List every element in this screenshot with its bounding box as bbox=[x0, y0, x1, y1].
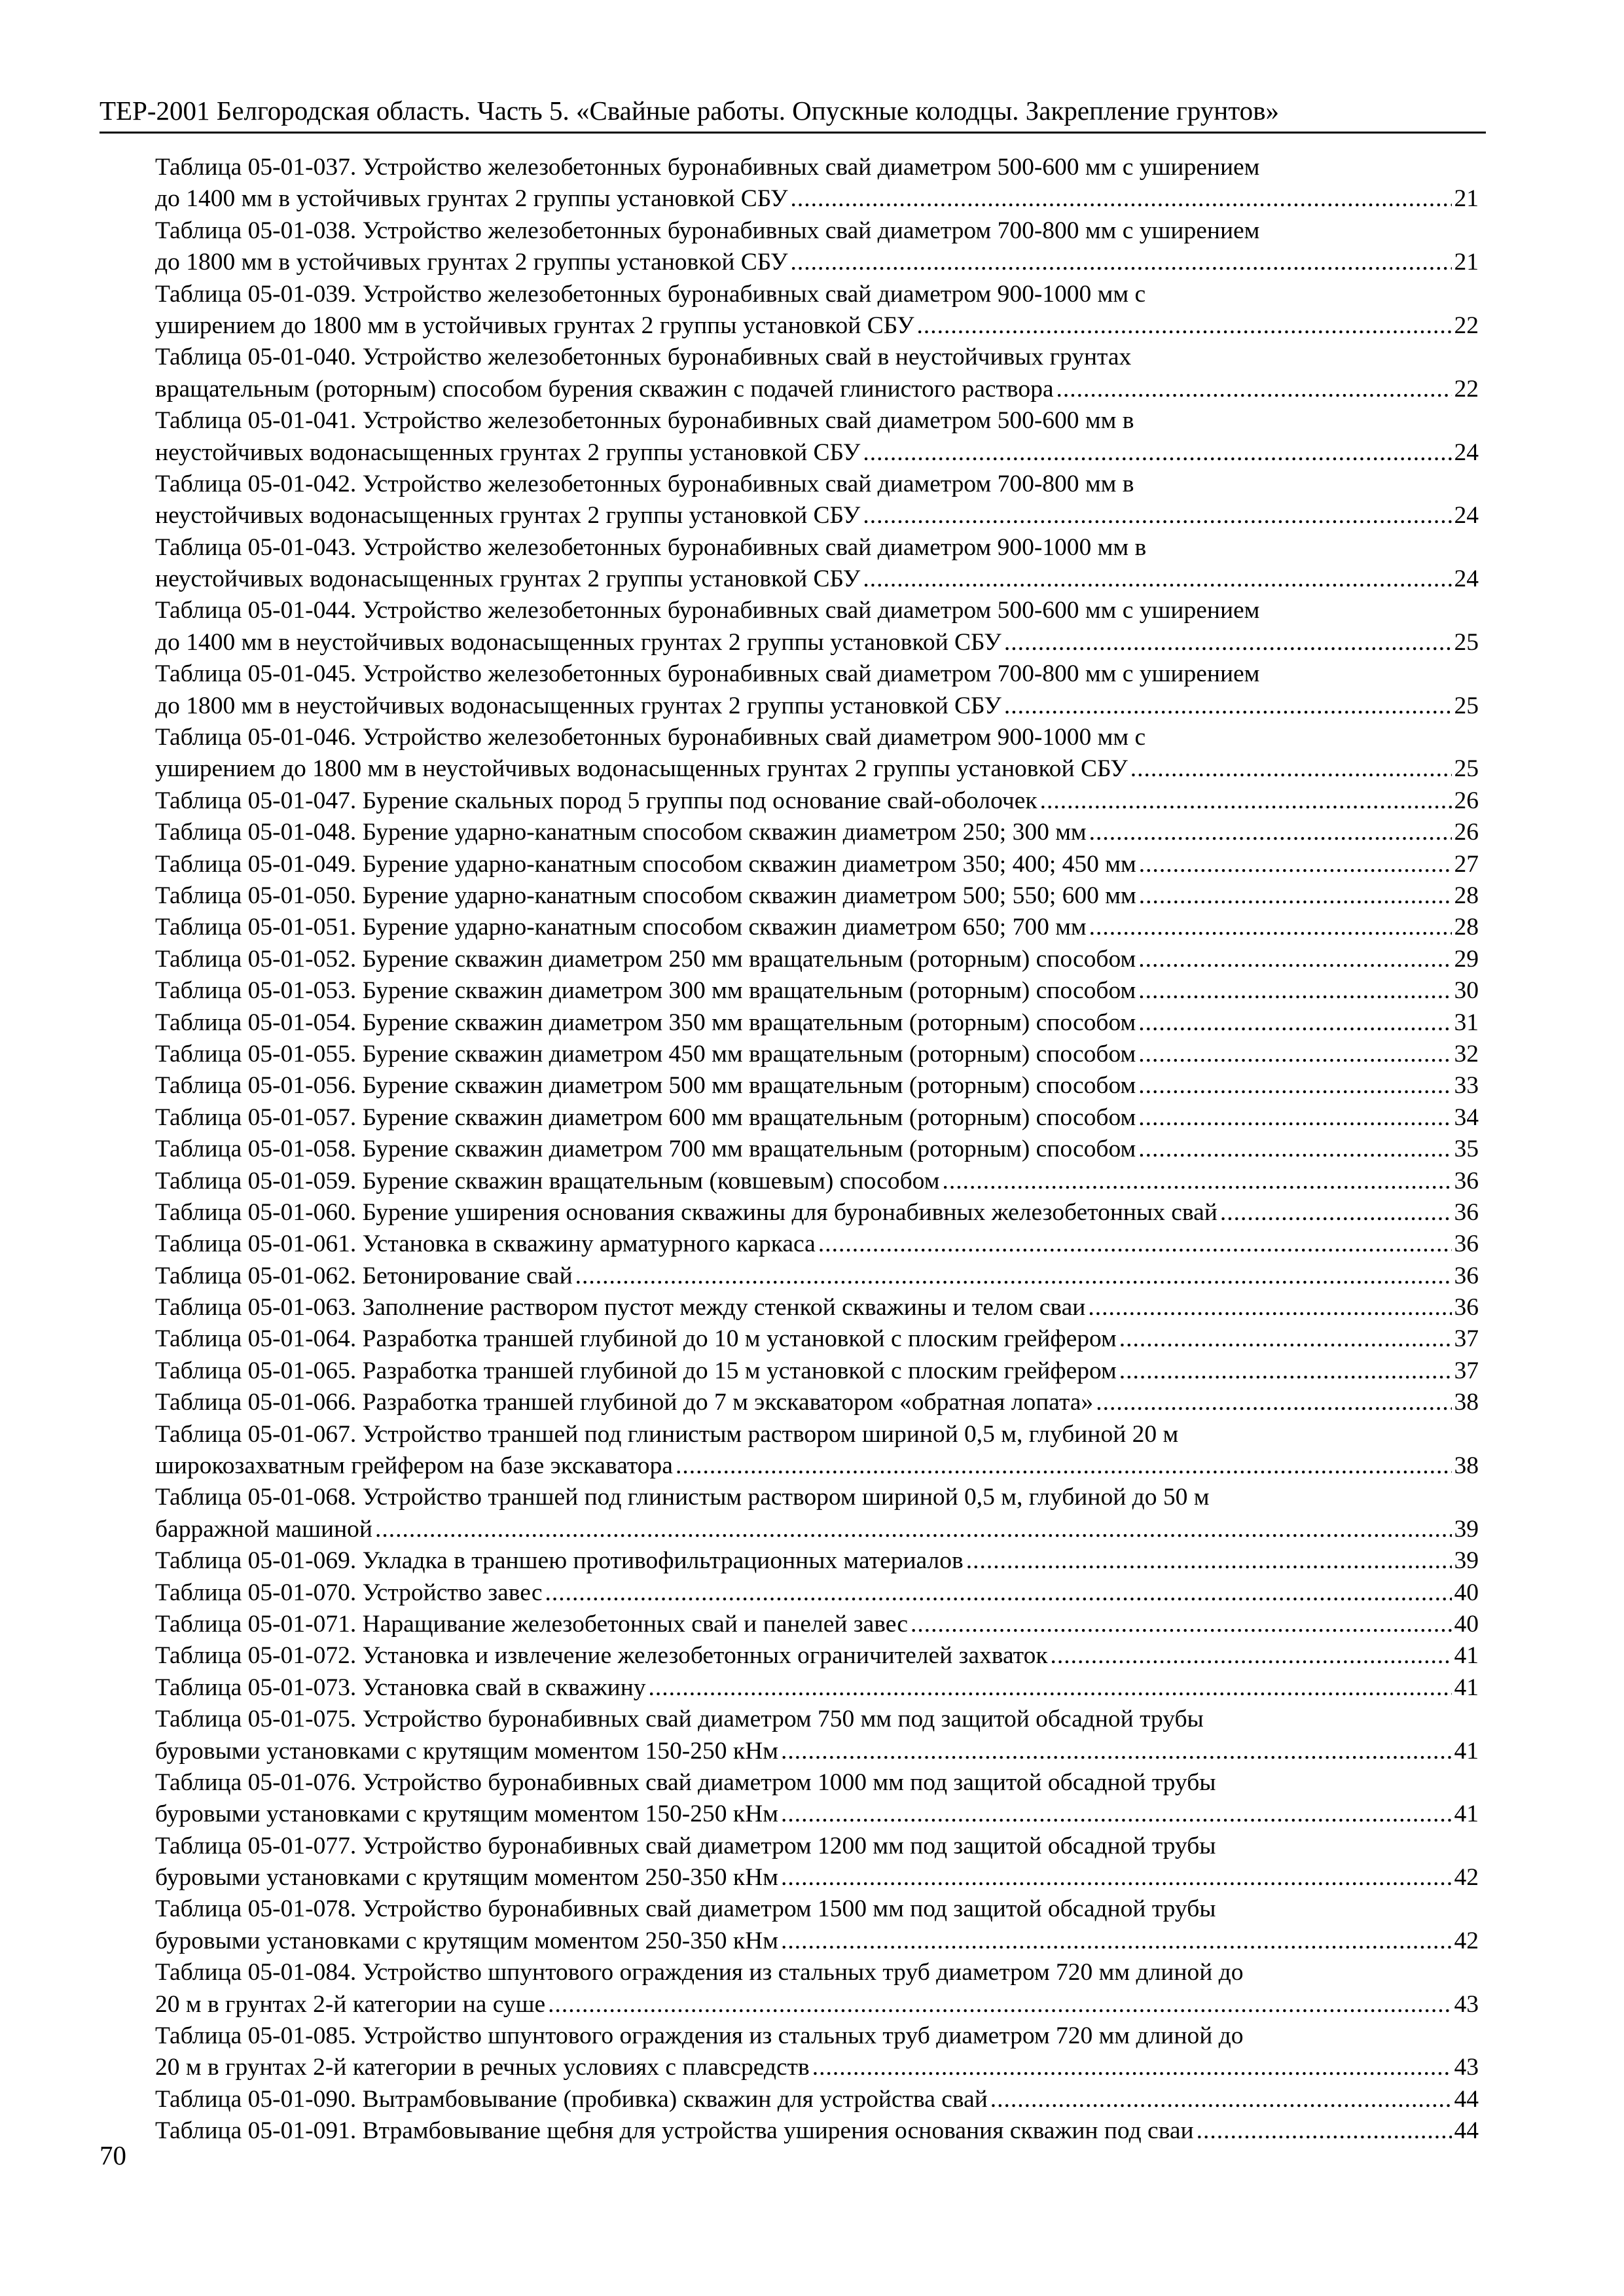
toc-entry-last-line bbox=[155, 849, 1479, 880]
dot-leader bbox=[791, 183, 1452, 215]
toc-entry[interactable] bbox=[155, 1355, 1479, 1387]
toc-entry-last-line bbox=[155, 785, 1479, 817]
toc-entry-text: Таблица 05-01-091. Втрамбовывание щебня для устройства уширения основания скважин под сваи bbox=[155, 2117, 1194, 2145]
toc-entry[interactable] bbox=[155, 1323, 1479, 1355]
toc-entry-last-line bbox=[155, 1134, 1479, 1165]
toc-entry-text: неустойчивых водонасыщенных грунтах 2 группы установкой СБУ bbox=[155, 439, 861, 466]
toc-entry-text: Таблица 05-01-065. Разработка траншей глубиной до 15 м установкой с плоским грейфером bbox=[155, 1357, 1117, 1384]
toc-entry-text: Таблица 05-01-057. Бурение скважин диаметром 600 мм вращательным (роторным) способом bbox=[155, 1103, 1136, 1131]
toc-entry[interactable] bbox=[155, 469, 1479, 532]
toc-entry[interactable] bbox=[155, 1070, 1479, 1102]
toc-entry-last-line bbox=[155, 1577, 1479, 1609]
toc-entry-text: Таблица 05-01-069. Укладка в траншею противофильтрационных материалов bbox=[155, 1547, 964, 1575]
toc-page-number: 36 bbox=[1454, 1198, 1479, 1226]
dot-leader bbox=[575, 1261, 1452, 1292]
toc-entry-line: Таблица 05-01-042. Устройство железобетонных буронабивных свай диаметром 700-800 мм в bbox=[155, 470, 1134, 497]
dot-leader bbox=[1096, 1387, 1451, 1418]
dot-leader bbox=[917, 310, 1452, 342]
toc-entry-text: 20 м в грунтах 2-й категории в речных условиях с плавсредств bbox=[155, 2054, 810, 2081]
toc-entry-text: до 1400 мм в устойчивых грунтах 2 группы установкой СБУ bbox=[155, 185, 788, 213]
dot-leader bbox=[863, 437, 1451, 469]
toc-entry-text: Таблица 05-01-058. Бурение скважин диаметром 700 мм вращательным (роторным) способом bbox=[155, 1136, 1136, 1163]
toc-entry-text: Таблица 05-01-051. Бурение ударно-канатным способом скважин диаметром 650; 700 мм bbox=[155, 914, 1087, 941]
toc-page-number: 41 bbox=[1454, 1737, 1479, 1765]
toc-entry[interactable] bbox=[155, 1672, 1479, 1704]
toc-entry[interactable] bbox=[155, 1957, 1479, 2020]
dot-leader bbox=[676, 1450, 1452, 1482]
toc-entry-last-line bbox=[155, 691, 1479, 722]
toc-entry-text: Таблица 05-01-056. Бурение скважин диаметром 500 мм вращательным (роторным) способом bbox=[155, 1072, 1136, 1100]
toc-page-number: 26 bbox=[1454, 819, 1479, 846]
toc-entry-text: Таблица 05-01-063. Заполнение раствором пустот между стенкой скважины и телом сваи bbox=[155, 1294, 1086, 1321]
toc-entry-last-line bbox=[155, 1387, 1479, 1418]
toc-entry[interactable] bbox=[155, 975, 1479, 1007]
dot-leader bbox=[942, 1166, 1451, 1197]
toc-entry-text: неустойчивых водонасыщенных грунтах 2 группы установкой СБУ bbox=[155, 565, 861, 593]
toc-entry-last-line bbox=[155, 1261, 1479, 1292]
toc-page-number: 27 bbox=[1454, 850, 1479, 878]
toc-entry[interactable] bbox=[155, 1102, 1479, 1134]
toc-page-number: 25 bbox=[1454, 755, 1479, 783]
toc-page-number: 40 bbox=[1454, 1610, 1479, 1638]
dot-leader bbox=[1138, 975, 1451, 1007]
toc-entry-last-line bbox=[155, 944, 1479, 975]
dot-leader bbox=[1088, 1292, 1451, 1323]
toc-entry-last-line bbox=[155, 975, 1479, 1007]
toc-entry-last-line bbox=[155, 1292, 1479, 1323]
toc-entry[interactable] bbox=[155, 880, 1479, 912]
dot-leader bbox=[1089, 912, 1452, 943]
toc-entry[interactable] bbox=[155, 1419, 1479, 1482]
dot-leader bbox=[1138, 944, 1451, 975]
toc-entry[interactable] bbox=[155, 1007, 1479, 1039]
toc-entry-last-line bbox=[155, 817, 1479, 848]
toc-entry-last-line bbox=[155, 1989, 1479, 2020]
toc-entry-last-line bbox=[155, 1007, 1479, 1039]
toc-entry[interactable] bbox=[155, 595, 1479, 658]
toc-entry-last-line bbox=[155, 1070, 1479, 1102]
toc-entry-text: Таблица 05-01-070. Устройство завес bbox=[155, 1579, 543, 1606]
toc-entry-line: Таблица 05-01-037. Устройство железобетонных буронабивных свай диаметром 500-600 мм с уширением bbox=[155, 154, 1260, 181]
dot-leader bbox=[1056, 374, 1452, 405]
toc-entry[interactable] bbox=[155, 279, 1479, 342]
toc-entry-last-line bbox=[155, 1799, 1479, 1830]
toc-entry[interactable] bbox=[155, 1229, 1479, 1260]
toc-entry-last-line bbox=[155, 1862, 1479, 1893]
toc-page-number: 25 bbox=[1454, 692, 1479, 719]
toc-entry-last-line bbox=[155, 564, 1479, 595]
toc-entry-line: Таблица 05-01-041. Устройство железобетонных буронабивных свай диаметром 500-600 мм в bbox=[155, 407, 1134, 435]
toc-entry-line: Таблица 05-01-078. Устройство буронабивных свай диаметром 1500 мм под защитой обсадной трубы bbox=[155, 1895, 1216, 1923]
toc-entry-line: Таблица 05-01-039. Устройство железобетонных буронабивных свай диаметром 900-1000 мм с bbox=[155, 280, 1146, 308]
toc-entry[interactable] bbox=[155, 215, 1479, 279]
toc-entry-last-line bbox=[155, 753, 1479, 785]
toc-page-number: 24 bbox=[1454, 565, 1479, 593]
toc-entry-line: Таблица 05-01-067. Устройство траншей под глинистым раствором шириной 0,5 м, глубиной 20 м bbox=[155, 1420, 1179, 1448]
toc-entry[interactable] bbox=[155, 1609, 1479, 1640]
toc-entry-last-line bbox=[155, 912, 1479, 943]
toc-entry-line: Таблица 05-01-085. Устройство шпунтового ограждения из стальных труб диаметром 720 мм длиной до bbox=[155, 2022, 1244, 2050]
toc-page-number: 42 bbox=[1454, 1864, 1479, 1892]
dot-leader bbox=[1138, 1102, 1451, 1134]
toc-entry-line: Таблица 05-01-044. Устройство железобетонных буронабивных свай диаметром 500-600 мм с уширением bbox=[155, 597, 1260, 624]
toc-entry-last-line bbox=[155, 374, 1479, 405]
toc-entry-text: Таблица 05-01-053. Бурение скважин диаметром 300 мм вращательным (роторным) способом bbox=[155, 977, 1136, 1005]
toc-entry-text: Таблица 05-01-052. Бурение скважин диаметром 250 мм вращательным (роторным) способом bbox=[155, 945, 1136, 973]
toc-entry-line: Таблица 05-01-075. Устройство буронабивных свай диаметром 750 мм под защитой обсадной трубы bbox=[155, 1706, 1204, 1733]
dot-leader bbox=[781, 1799, 1452, 1830]
dot-leader bbox=[1130, 753, 1452, 785]
toc-page-number: 30 bbox=[1454, 977, 1479, 1005]
dot-leader bbox=[781, 1926, 1452, 1957]
header-rule bbox=[99, 132, 1486, 134]
toc-page-number: 44 bbox=[1454, 2117, 1479, 2145]
dot-leader bbox=[1004, 627, 1452, 658]
dot-leader bbox=[1139, 880, 1452, 912]
running-header: ТЕР-2001 Белгородская область. Часть 5. «Свайные работы. Опускные колодцы. Закрепление грунтов» bbox=[99, 96, 1279, 126]
toc-page-number: 21 bbox=[1454, 249, 1479, 276]
toc-entry[interactable] bbox=[155, 817, 1479, 848]
dot-leader bbox=[375, 1514, 1452, 1545]
dot-leader bbox=[812, 2052, 1452, 2083]
toc-entry[interactable] bbox=[155, 2084, 1479, 2115]
toc-entry-line: Таблица 05-01-068. Устройство траншей под глинистым раствором шириной 0,5 м, глубиной до 50 м bbox=[155, 1484, 1210, 1511]
toc-entry-text: неустойчивых водонасыщенных грунтах 2 группы установкой СБУ bbox=[155, 502, 861, 529]
toc-entry[interactable] bbox=[155, 1704, 1479, 1767]
toc-entry-last-line bbox=[155, 1545, 1479, 1577]
toc-entry-text: вращательным (роторным) способом бурения скважин с подачей глинистого раствора bbox=[155, 375, 1054, 403]
toc-page-number: 32 bbox=[1454, 1040, 1479, 1067]
toc-page-number: 44 bbox=[1454, 2085, 1479, 2113]
toc-entry-last-line bbox=[155, 1166, 1479, 1197]
toc-entry-text: барражной машиной bbox=[155, 1515, 372, 1543]
toc-page-number: 41 bbox=[1454, 1642, 1479, 1670]
dot-leader bbox=[966, 1545, 1452, 1577]
toc-entry[interactable] bbox=[155, 944, 1479, 975]
toc-entry-last-line bbox=[155, 2052, 1479, 2083]
toc-entry[interactable] bbox=[155, 912, 1479, 943]
dot-leader bbox=[1004, 691, 1452, 722]
toc-entry-line: Таблица 05-01-043. Устройство железобетонных буронабивных свай диаметром 900-1000 мм в bbox=[155, 533, 1147, 561]
toc-entry-line: Таблица 05-01-077. Устройство буронабивных свай диаметром 1200 мм под защитой обсадной трубы bbox=[155, 1832, 1216, 1859]
dot-leader bbox=[1138, 1007, 1451, 1039]
toc-entry-line: Таблица 05-01-038. Устройство железобетонных буронабивных свай диаметром 700-800 мм с уширением bbox=[155, 217, 1260, 244]
toc-entry[interactable] bbox=[155, 1261, 1479, 1292]
toc-entry[interactable] bbox=[155, 1545, 1479, 1577]
toc-page-number: 33 bbox=[1454, 1072, 1479, 1100]
dot-leader bbox=[781, 1862, 1452, 1893]
toc-page-number: 36 bbox=[1454, 1262, 1479, 1289]
toc-entry-last-line bbox=[155, 1609, 1479, 1640]
toc-entry[interactable] bbox=[155, 1292, 1479, 1323]
dot-leader bbox=[818, 1229, 1452, 1260]
dot-leader bbox=[545, 1577, 1452, 1609]
toc-entry[interactable] bbox=[155, 1166, 1479, 1197]
toc-page-number: 22 bbox=[1454, 312, 1479, 339]
toc-entry-text: Таблица 05-01-049. Бурение ударно-канатным способом скважин диаметром 350; 400; 450 мм bbox=[155, 850, 1136, 878]
toc-page-number: 29 bbox=[1454, 945, 1479, 973]
toc-entry-line: Таблица 05-01-046. Устройство железобетонных буронабивных свай диаметром 900-1000 мм с bbox=[155, 724, 1146, 751]
toc-entry-text: Таблица 05-01-055. Бурение скважин диаметром 450 мм вращательным (роторным) способом bbox=[155, 1040, 1136, 1067]
dot-leader bbox=[1139, 849, 1452, 880]
toc-page-number: 26 bbox=[1454, 787, 1479, 814]
dot-leader bbox=[649, 1672, 1452, 1704]
toc-entry[interactable] bbox=[155, 405, 1479, 469]
dot-leader bbox=[1089, 817, 1452, 848]
toc-entry-text: уширением до 1800 мм в устойчивых грунтах 2 группы установкой СБУ bbox=[155, 312, 914, 339]
toc-page-number: 41 bbox=[1454, 1674, 1479, 1701]
toc-page-number: 36 bbox=[1454, 1167, 1479, 1194]
toc-entry-text: Таблица 05-01-059. Бурение скважин вращательным (ковшевым) способом bbox=[155, 1167, 940, 1194]
toc-entry-text: Таблица 05-01-073. Установка свай в скважину bbox=[155, 1674, 646, 1701]
toc-entry-text: Таблица 05-01-072. Установка и извлечение железобетонных ограничителей захваток bbox=[155, 1642, 1048, 1670]
toc-entry[interactable] bbox=[155, 1577, 1479, 1609]
toc-page-number: 22 bbox=[1454, 375, 1479, 403]
toc-entry[interactable] bbox=[155, 2115, 1479, 2147]
toc-page-number: 38 bbox=[1454, 1389, 1479, 1416]
toc-entry[interactable] bbox=[155, 152, 1479, 215]
toc-entry[interactable] bbox=[155, 1039, 1479, 1070]
toc-page-number: 43 bbox=[1454, 2054, 1479, 2081]
toc-entry[interactable] bbox=[155, 1197, 1479, 1229]
toc-page-number: 28 bbox=[1454, 914, 1479, 941]
toc-page-number: 31 bbox=[1454, 1009, 1479, 1036]
toc-entry-text: до 1800 мм в устойчивых грунтах 2 группы установкой СБУ bbox=[155, 249, 788, 276]
toc-entry-last-line bbox=[155, 1229, 1479, 1260]
toc-entry-last-line bbox=[155, 880, 1479, 912]
toc-entry-line: Таблица 05-01-045. Устройство железобетонных буронабивных свай диаметром 700-800 мм с уширением bbox=[155, 660, 1260, 688]
toc-page-number: 41 bbox=[1454, 1801, 1479, 1828]
toc-entry[interactable] bbox=[155, 658, 1479, 722]
dot-leader bbox=[1119, 1355, 1452, 1387]
toc-entry[interactable] bbox=[155, 342, 1479, 405]
toc-entry-text: Таблица 05-01-054. Бурение скважин диаметром 350 мм вращательным (роторным) способом bbox=[155, 1009, 1136, 1036]
toc-page-number: 39 bbox=[1454, 1547, 1479, 1575]
toc-entry-last-line bbox=[155, 1039, 1479, 1070]
toc-entry-line: Таблица 05-01-084. Устройство шпунтового ограждения из стальных труб диаметром 720 мм длиной до bbox=[155, 1959, 1244, 1986]
dot-leader bbox=[548, 1989, 1451, 2020]
toc-entry-last-line bbox=[155, 1102, 1479, 1134]
toc-page-number: 25 bbox=[1454, 628, 1479, 656]
toc-entry-last-line bbox=[155, 627, 1479, 658]
toc-entry[interactable] bbox=[155, 722, 1479, 785]
toc-entry-text: буровыми установками с крутящим моментом 150-250 кНм bbox=[155, 1737, 778, 1765]
toc-entry-last-line bbox=[155, 247, 1479, 278]
dot-leader bbox=[863, 564, 1451, 595]
toc-entry[interactable] bbox=[155, 1134, 1479, 1165]
toc-entry-last-line bbox=[155, 1640, 1479, 1672]
toc-entry[interactable] bbox=[155, 2020, 1479, 2084]
dot-leader bbox=[1119, 1323, 1452, 1355]
toc-page-number: 40 bbox=[1454, 1579, 1479, 1606]
toc-entry[interactable] bbox=[155, 1767, 1479, 1831]
toc-entry[interactable] bbox=[155, 1387, 1479, 1418]
toc-entry-last-line bbox=[155, 1450, 1479, 1482]
toc-page-number: 21 bbox=[1454, 185, 1479, 213]
dot-leader bbox=[1220, 1197, 1452, 1229]
toc-entry-text: буровыми установками с крутящим моментом 250-350 кНм bbox=[155, 1864, 778, 1892]
toc-entry-last-line bbox=[155, 183, 1479, 215]
toc-page-number: 34 bbox=[1454, 1103, 1479, 1131]
page-number: 70 bbox=[99, 2140, 126, 2170]
dot-leader bbox=[1040, 785, 1452, 817]
toc-page-number: 37 bbox=[1454, 1325, 1479, 1353]
toc-page-number: 42 bbox=[1454, 1927, 1479, 1954]
toc-entry-text: буровыми установками с крутящим моментом 250-350 кНм bbox=[155, 1927, 778, 1954]
toc-entry-last-line bbox=[155, 2115, 1479, 2147]
toc-entry-text: буровыми установками с крутящим моментом 150-250 кНм bbox=[155, 1801, 778, 1828]
toc-entry-text: Таблица 05-01-066. Разработка траншей глубиной до 7 м экскаватором «обратная лопата» bbox=[155, 1389, 1094, 1416]
table-of-contents bbox=[155, 152, 1479, 2147]
toc-entry-last-line bbox=[155, 2084, 1479, 2115]
toc-entry[interactable] bbox=[155, 1640, 1479, 1672]
toc-entry-text: Таблица 05-01-071. Наращивание железобетонных свай и панелей завес bbox=[155, 1610, 909, 1638]
toc-entry-line: Таблица 05-01-040. Устройство железобетонных буронабивных свай в неустойчивых грунтах bbox=[155, 344, 1132, 371]
toc-entry[interactable] bbox=[155, 532, 1479, 596]
toc-entry-last-line bbox=[155, 1926, 1479, 1957]
toc-entry-text: Таблица 05-01-048. Бурение ударно-канатным способом скважин диаметром 250; 300 мм bbox=[155, 819, 1087, 846]
dot-leader bbox=[791, 247, 1452, 278]
dot-leader bbox=[781, 1736, 1452, 1767]
toc-entry-text: Таблица 05-01-047. Бурение скальных пород 5 группы под основание свай-оболочек bbox=[155, 787, 1038, 814]
dot-leader bbox=[1138, 1070, 1451, 1102]
toc-page-number: 37 bbox=[1454, 1357, 1479, 1384]
toc-entry-line: Таблица 05-01-076. Устройство буронабивных свай диаметром 1000 мм под защитой обсадной трубы bbox=[155, 1768, 1216, 1796]
dot-leader bbox=[1197, 2115, 1452, 2147]
toc-entry-last-line bbox=[155, 500, 1479, 531]
dot-leader bbox=[1138, 1039, 1451, 1070]
dot-leader bbox=[990, 2084, 1452, 2115]
toc-entry-text: Таблица 05-01-064. Разработка траншей глубиной до 10 м установкой с плоским грейфером bbox=[155, 1325, 1117, 1353]
toc-page-number: 39 bbox=[1454, 1515, 1479, 1543]
toc-entry-text: до 1400 мм в неустойчивых водонасыщенных грунтах 2 группы установкой СБУ bbox=[155, 628, 1001, 656]
toc-entry-text: Таблица 05-01-060. Бурение уширения основания скважины для буронабивных железобетонных свай bbox=[155, 1198, 1218, 1226]
dot-leader bbox=[863, 500, 1451, 531]
toc-entry-last-line bbox=[155, 1736, 1479, 1767]
toc-entry-text: Таблица 05-01-061. Установка в скважину арматурного каркаса bbox=[155, 1230, 816, 1258]
toc-entry[interactable] bbox=[155, 1482, 1479, 1545]
toc-entry-text: широкозахватным грейфером на базе экскаватора bbox=[155, 1452, 673, 1480]
toc-entry-last-line bbox=[155, 1323, 1479, 1355]
toc-entry-last-line bbox=[155, 310, 1479, 342]
toc-page-number: 36 bbox=[1454, 1294, 1479, 1321]
dot-leader bbox=[911, 1609, 1451, 1640]
toc-entry-text: уширением до 1800 мм в неустойчивых водонасыщенных грунтах 2 группы установкой СБУ bbox=[155, 755, 1128, 783]
toc-page-number: 38 bbox=[1454, 1452, 1479, 1480]
toc-entry-text: Таблица 05-01-090. Вытрамбовывание (пробивка) скважин для устройства свай bbox=[155, 2085, 988, 2113]
toc-page-number: 28 bbox=[1454, 882, 1479, 909]
toc-page-number: 43 bbox=[1454, 1990, 1479, 2018]
toc-entry-last-line bbox=[155, 1672, 1479, 1704]
dot-leader bbox=[1051, 1640, 1452, 1672]
toc-entry[interactable] bbox=[155, 849, 1479, 880]
toc-entry-last-line bbox=[155, 1514, 1479, 1545]
toc-entry-text: 20 м в грунтах 2-й категории на суше bbox=[155, 1990, 546, 2018]
toc-entry[interactable] bbox=[155, 1831, 1479, 1894]
toc-entry-last-line bbox=[155, 1197, 1479, 1229]
dot-leader bbox=[1138, 1134, 1451, 1165]
toc-page-number: 36 bbox=[1454, 1230, 1479, 1258]
toc-page-number: 35 bbox=[1454, 1136, 1479, 1163]
toc-page-number: 24 bbox=[1454, 439, 1479, 466]
toc-entry-text: Таблица 05-01-050. Бурение ударно-канатным способом скважин диаметром 500; 550; 600 мм bbox=[155, 882, 1136, 909]
toc-entry-last-line bbox=[155, 437, 1479, 469]
toc-entry[interactable] bbox=[155, 1893, 1479, 1957]
toc-entry-last-line bbox=[155, 1355, 1479, 1387]
toc-entry[interactable] bbox=[155, 785, 1479, 817]
toc-page-number: 24 bbox=[1454, 502, 1479, 529]
toc-entry-text: Таблица 05-01-062. Бетонирование свай bbox=[155, 1262, 573, 1289]
toc-entry-text: до 1800 мм в неустойчивых водонасыщенных грунтах 2 группы установкой СБУ bbox=[155, 692, 1001, 719]
